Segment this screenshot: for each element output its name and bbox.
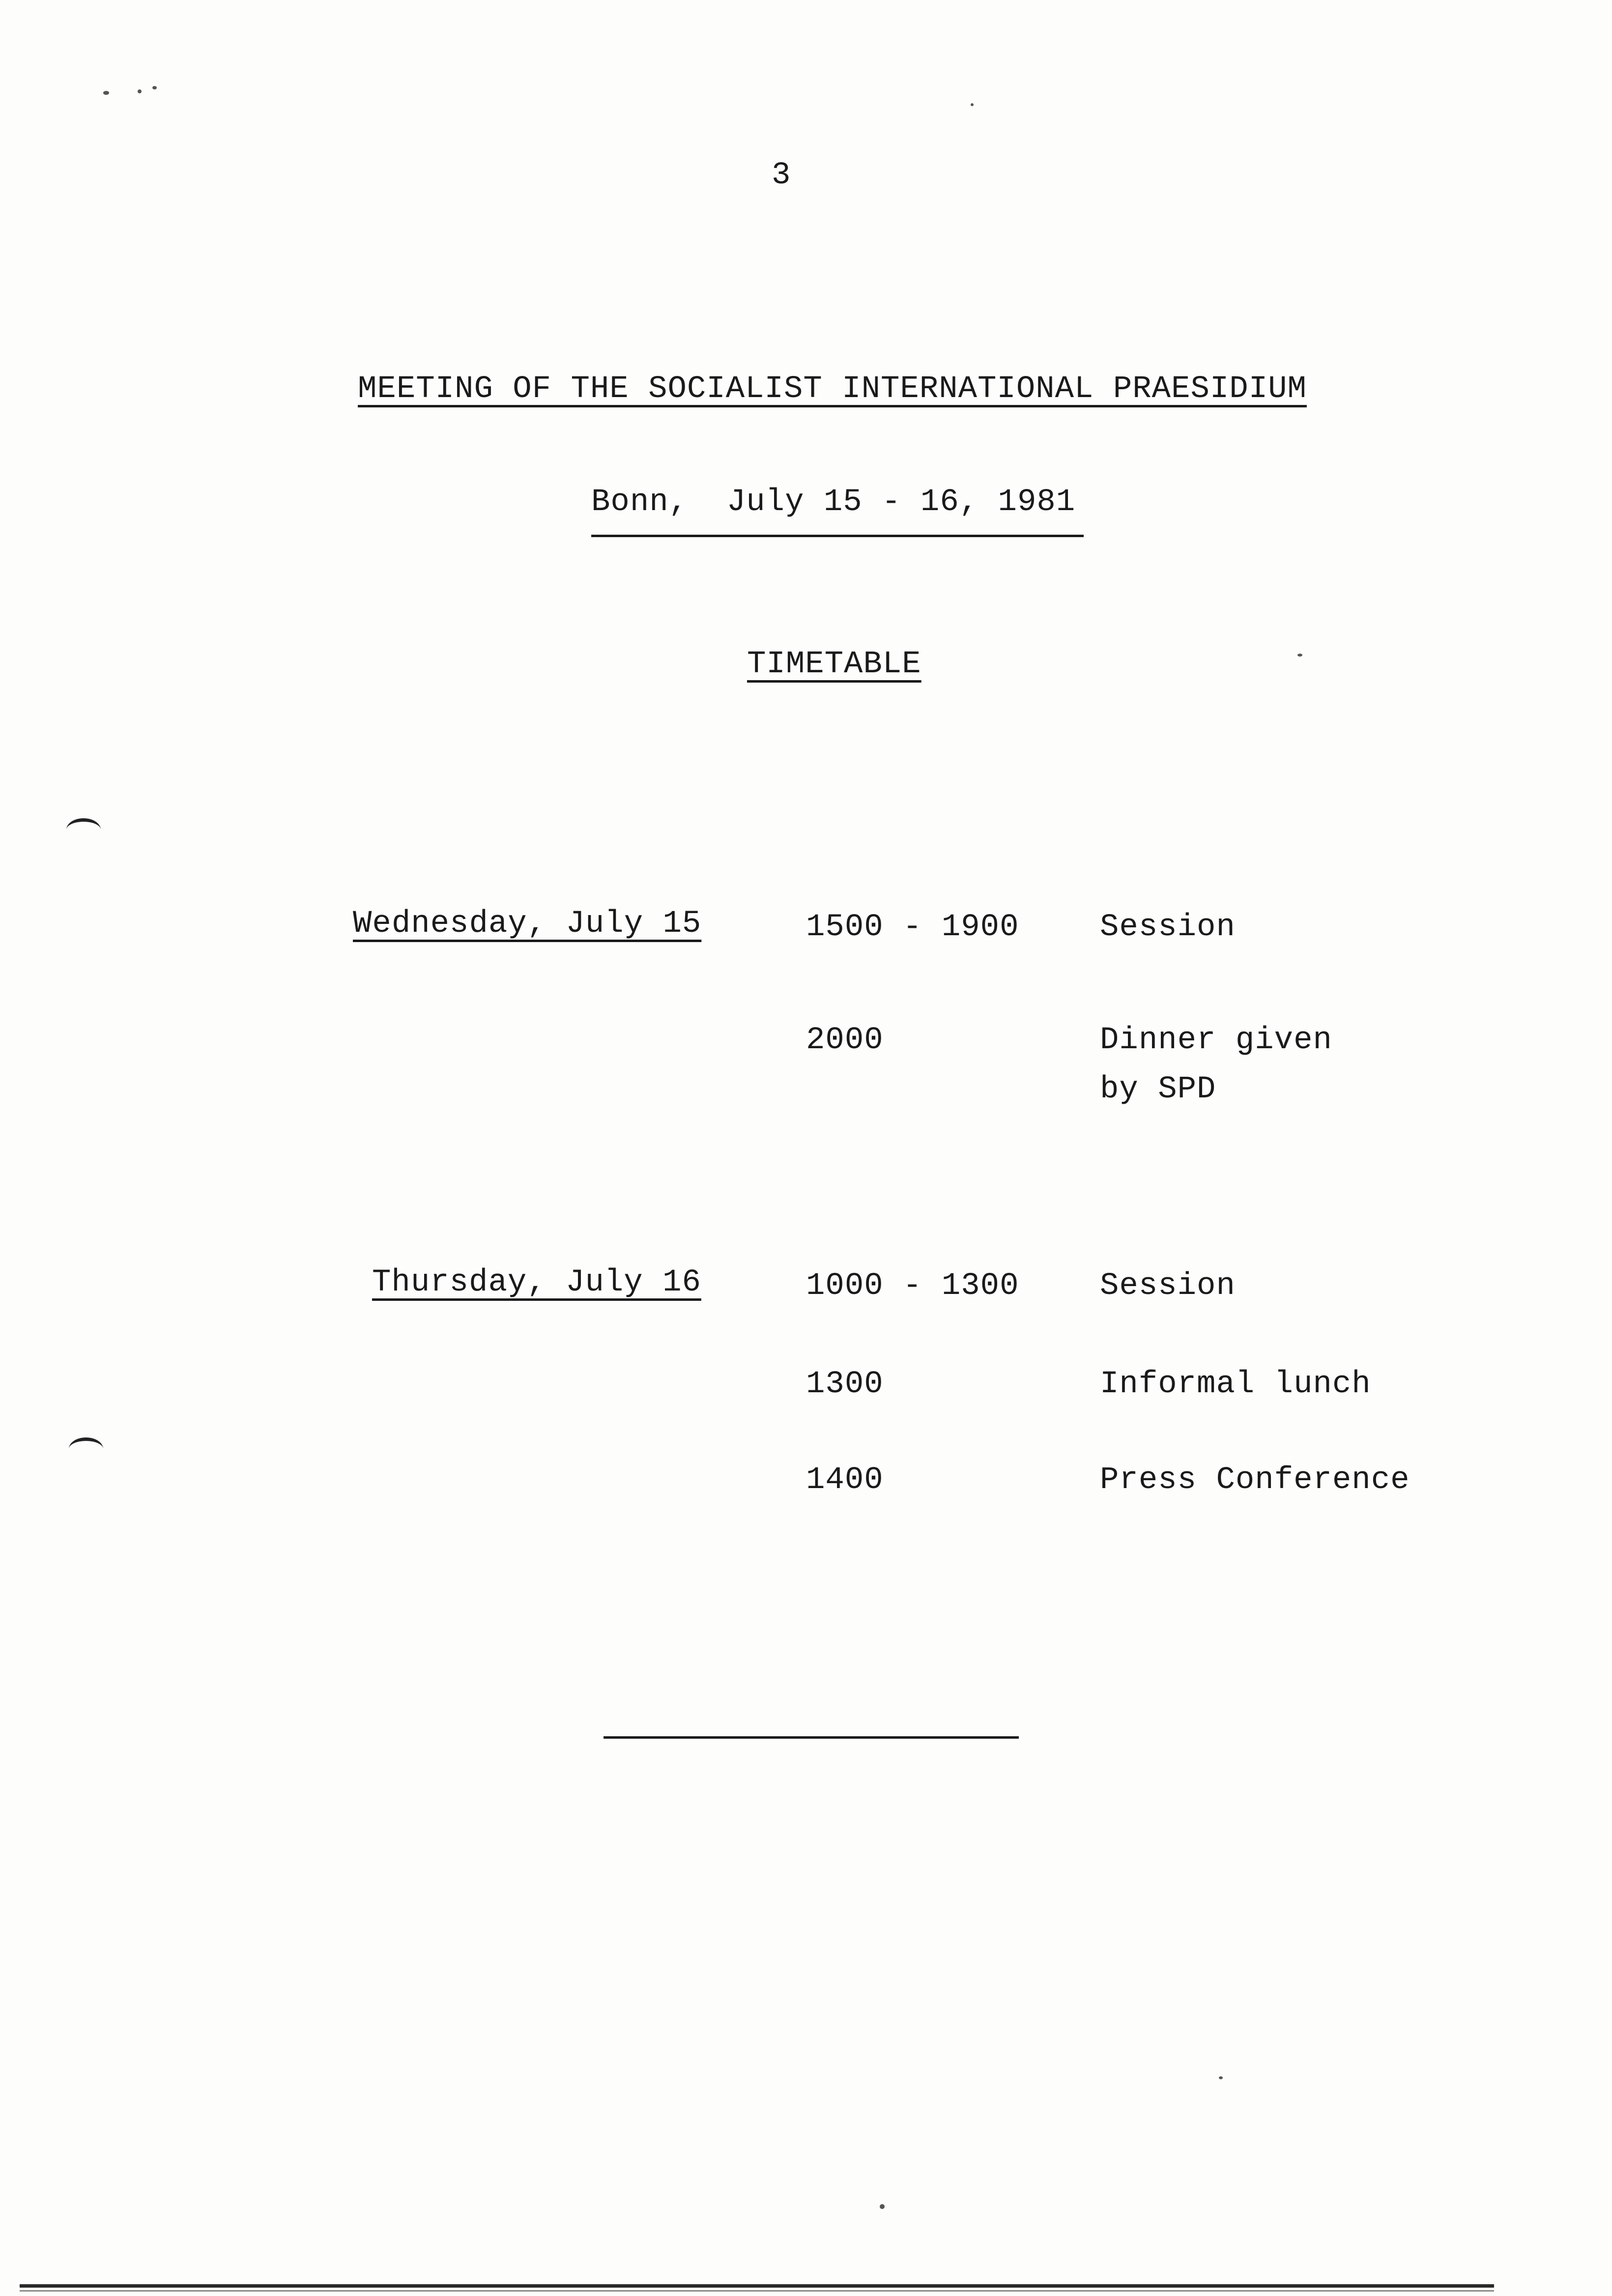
closing-rule xyxy=(604,1736,1019,1739)
entry-time: 1500 - 1900 xyxy=(806,910,1019,945)
scan-speck xyxy=(103,91,109,95)
entry-time: 1000 - 1300 xyxy=(806,1268,1019,1304)
page-bottom-edge-shadow xyxy=(20,2290,1494,2292)
entry-event: Press Conference xyxy=(1100,1463,1410,1498)
entry-event: Dinner given xyxy=(1100,1023,1332,1058)
entry-event-line2: by SPD xyxy=(1100,1072,1216,1107)
scan-speck xyxy=(880,2204,885,2209)
scan-speck xyxy=(1297,654,1302,657)
scan-speck xyxy=(971,103,974,106)
hole-punch-mark xyxy=(69,1437,103,1461)
day-label-thursday: Thursday, July 16 xyxy=(372,1265,701,1300)
hole-punch-mark xyxy=(66,818,101,841)
page-number: 3 xyxy=(772,158,791,193)
scan-speck xyxy=(1219,2076,1223,2079)
entry-time: 1400 xyxy=(806,1463,884,1498)
scan-speck xyxy=(152,86,157,89)
section-heading: TIMETABLE xyxy=(747,647,921,682)
entry-event: Informal lunch xyxy=(1100,1367,1371,1402)
scan-speck xyxy=(138,89,142,93)
document-title: MEETING OF THE SOCIALIST INTERNATIONAL PRAESIDIUM xyxy=(358,372,1307,407)
page-bottom-edge xyxy=(20,2284,1494,2288)
entry-time: 1300 xyxy=(806,1367,884,1402)
entry-time: 2000 xyxy=(806,1023,884,1058)
entry-event: Session xyxy=(1100,1268,1236,1304)
entry-event: Session xyxy=(1100,910,1236,945)
document-subtitle: Bonn, July 15 - 16, 1981 xyxy=(591,485,1076,520)
subtitle-underline xyxy=(591,535,1084,537)
day-label-wednesday: Wednesday, July 15 xyxy=(353,906,702,942)
